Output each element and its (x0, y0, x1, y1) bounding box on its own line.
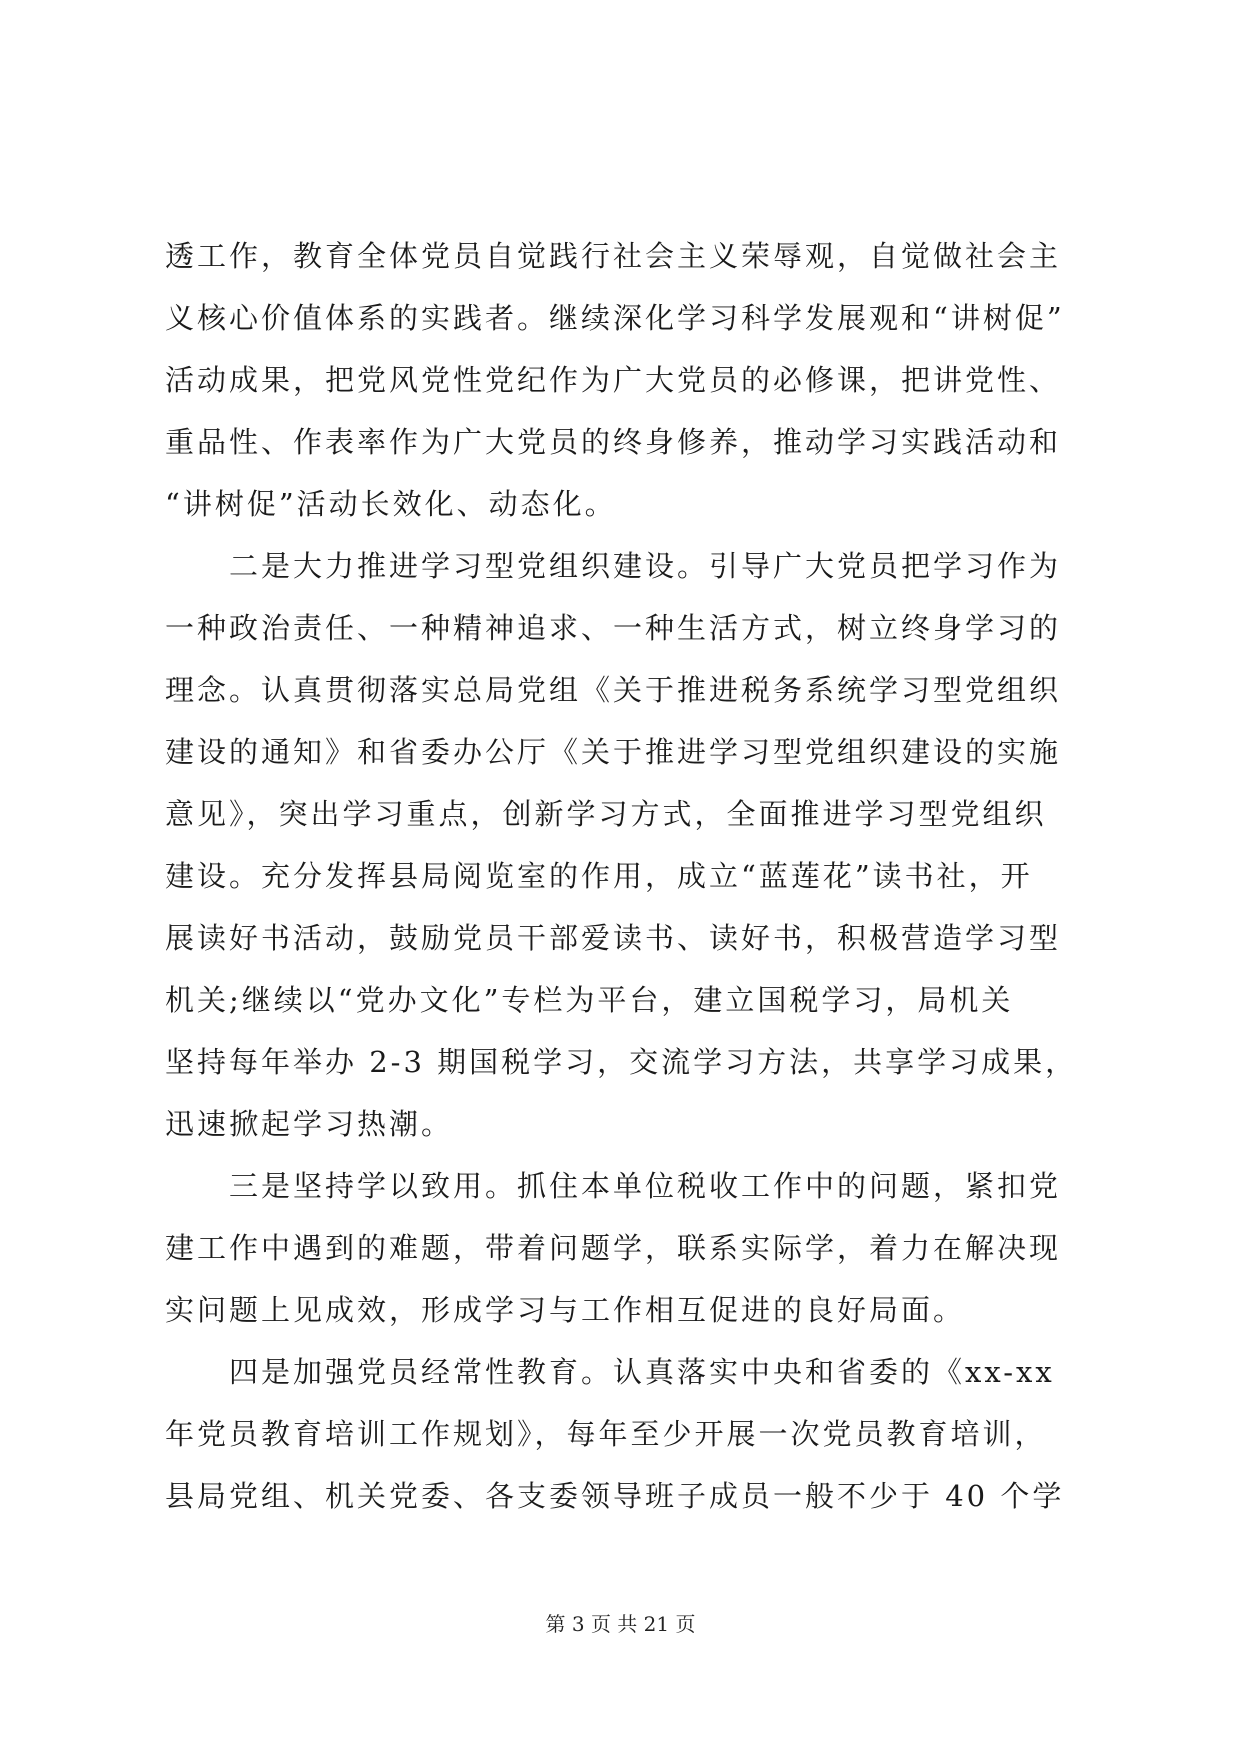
text-line: 二是大力推进学习型党组织建设。引导广大党员把学习作为 (165, 549, 1062, 583)
text-line: 坚持每年举办 2-3 期国税学习，交流学习方法，共享学习成果， (165, 1045, 1078, 1079)
text-line: 重品性、作表率作为广大党员的终身修养，推动学习实践活动和 (165, 425, 1062, 459)
page-number-footer: 第 3 页 共 21 页 (545, 1612, 696, 1636)
body-text (165, 225, 1085, 1527)
text-line: 迅速掀起学习热潮。 (165, 1107, 454, 1141)
text-line: 理念。认真贯彻落实总局党组《关于推进税务系统学习型党组织 (165, 673, 1062, 707)
text-line: 机关;继续以“党办文化”专栏为平台，建立国税学习，局机关 (165, 983, 1014, 1017)
text-line: 四是加强党员经常性教育。认真落实中央和省委的《xx-xx (165, 1355, 1055, 1389)
text-line: 三是坚持学以致用。抓住本单位税收工作中的问题，紧扣党 (165, 1169, 1062, 1203)
text-line: 实问题上见成效，形成学习与工作相互促进的良好局面。 (165, 1293, 966, 1327)
text-line: 义核心价值体系的实践者。继续深化学习科学发展观和“讲树促” (165, 301, 1065, 335)
text-line: 透工作，教育全体党员自觉践行社会主义荣辱观，自觉做社会主 (165, 239, 1062, 273)
text-line: 意见》，突出学习重点，创新学习方式，全面推进学习型党组织 (165, 797, 1047, 831)
text-line: 建工作中遇到的难题，带着问题学，联系实际学，着力在解决现 (165, 1231, 1062, 1265)
text-line: 年党员教育培训工作规划》，每年至少开展一次党员教育培训， (165, 1417, 1047, 1451)
text-line: 展读好书活动，鼓励党员干部爱读书、读好书，积极营造学习型 (165, 921, 1062, 955)
text-line: 建设的通知》和省委办公厅《关于推进学习型党组织建设的实施 (165, 735, 1062, 769)
text-line: 活动成果，把党风党性党纪作为广大党员的必修课，把讲党性、 (165, 363, 1062, 397)
text-line: 建设。充分发挥县局阅览室的作用，成立“蓝莲花”读书社，开 (165, 859, 1033, 893)
text-line: 一种政治责任、一种精神追求、一种生活方式，树立终身学习的 (165, 611, 1062, 645)
text-line: 县局党组、机关党委、各支委领导班子成员一般不少于 40 个学 (165, 1479, 1065, 1513)
text-line: “讲树促”活动长效化、动态化。 (165, 487, 617, 521)
